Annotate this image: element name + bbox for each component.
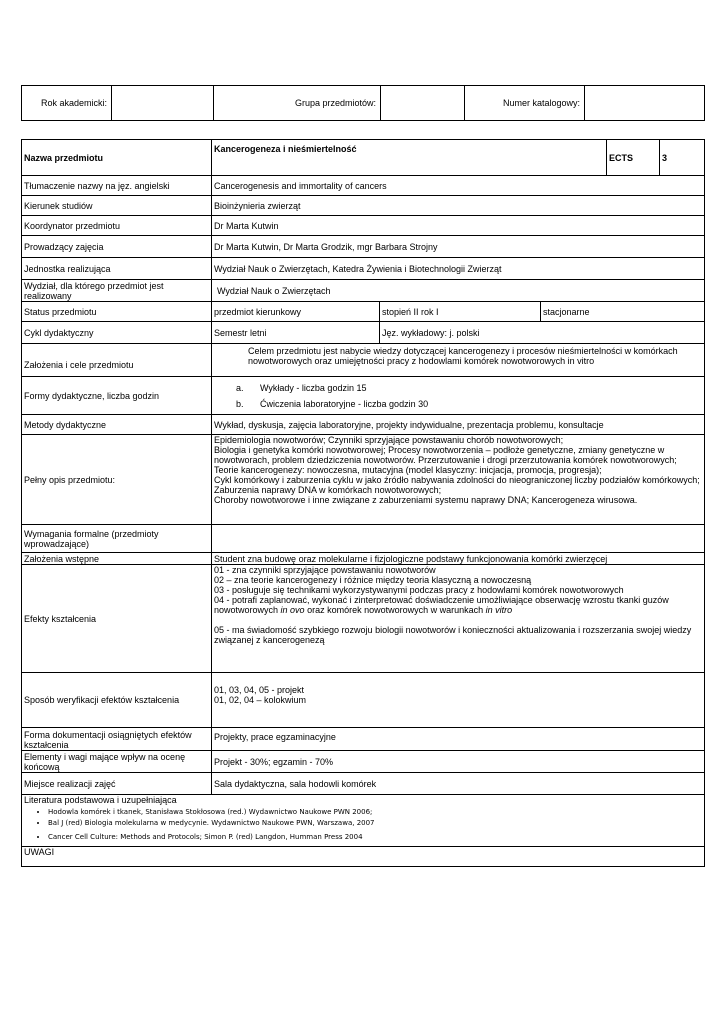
description-label: Pełny opis przedmiotu: [22, 435, 212, 525]
forms-item: b. Ćwiczenia laboratoryjne - liczba godzin 30 [246, 396, 702, 412]
teachers-value: Dr Marta Kutwin, Dr Marta Grodzik, mgr Barbara Strojny [212, 236, 705, 258]
place-value: Sala dydaktyczna, sala hodowli komórek [212, 773, 705, 795]
outcome-04-italic: in vitro [485, 605, 513, 615]
literature-cell [22, 795, 705, 847]
academic-year-value [112, 86, 214, 121]
mode-value: stacjonarne [541, 302, 705, 322]
syllabus-table [21, 139, 705, 867]
methods-label: Metody dydaktyczne [22, 415, 212, 435]
outcome-04-text: oraz komórek nowotworowych w warunkach [304, 605, 486, 615]
course-name-value: Kancerogeneza i nieśmiertelność [212, 140, 607, 176]
literature-label: Literatura podstawowa i uzupełniająca [24, 795, 177, 805]
catalog-number-value [585, 86, 705, 121]
faculty-label: Wydział, dla którego przedmiot jest realizowany [22, 280, 212, 302]
literature-item: • Bal J (red) Biologia molekularna w medycynie. Wydawnictwo Naukowe PWN, Warszawa, 2007 [48, 818, 702, 829]
weights-label: Elementy i wagi mające wpływ na ocenę końcową [22, 751, 212, 773]
outcome-04-text: 04 - potrafi zaplanować, wykonać i zinterpretować doświadczenie umożliwiające obserwację wzrostu tkanki guzów nowotworowych [214, 595, 669, 615]
weights-value: Projekt - 30%; egzamin - 70% [212, 751, 705, 773]
cycle-label: Cykl dydaktyczny [22, 322, 212, 344]
subject-group-label: Grupa przedmiotów: [214, 86, 381, 121]
faculty-value: Wydział Nauk o Zwierzętach [212, 280, 705, 302]
remarks-cell: UWAGI [22, 847, 705, 867]
catalog-number-label: Numer katalogowy: [465, 86, 585, 121]
verification-line: 01, 02, 04 – kolokwium [214, 695, 307, 705]
forms-item: a. Wykłady - liczba godzin 15 [246, 380, 702, 396]
outcomes-label: Efekty kształcenia [22, 565, 212, 673]
documentation-value: Projekty, prace egzaminacyjne [212, 728, 705, 751]
course-name-label: Nazwa przedmiotu [22, 140, 212, 176]
outcome-04-italic: in ovo [280, 605, 305, 615]
ects-label: ECTS [607, 140, 660, 176]
translation-label: Tłumaczenie nazwy na jęz. angielski [22, 176, 212, 196]
outcome-02: 02 – zna teorie kancerogenezy i różnice między teoria klasyczną a nowoczesną [214, 575, 532, 585]
goals-label: Założenia i cele przedmiotu [22, 344, 212, 377]
unit-label: Jednostka realizująca [22, 258, 212, 280]
verification-value [212, 673, 705, 728]
unit-value: Wydział Nauk o Zwierzętach, Katedra Żywienia i Biotechnologii Zwierząt [212, 258, 705, 280]
header-table [21, 85, 705, 121]
literature-list [24, 807, 702, 843]
field-label: Kierunek studiów [22, 196, 212, 216]
outcome-05: 05 - ma świadomość szybkiego rozwoju biologii nowotworów i konieczności aktualizowania i rozszerzania swojej wiedzy związanej z kancerogenezą [214, 625, 692, 645]
coordinator-label: Koordynator przedmiotu [22, 216, 212, 236]
requirements-value [212, 525, 705, 553]
outcomes-value [212, 565, 705, 673]
prerequisites-value: Student zna budowę oraz molekularne i fizjologiczne podstawy funkcjonowania komórki zwierzęcej [212, 553, 705, 565]
academic-year-label: Rok akademicki: [22, 86, 112, 121]
status-value: przedmiot kierunkowy [212, 302, 380, 322]
field-value: Bioinżynieria zwierząt [212, 196, 705, 216]
verification-line: 01, 03, 04, 05 - projekt [214, 685, 305, 695]
literature-item: • Cancer Cell Culture: Methods and Protocols; Simon P. (red) Langdon, Humman Press 2004 [48, 832, 702, 843]
methods-value: Wykład, dyskusja, zajęcia laboratoryjne, projekty indywidualne, prezentacja problemu, konsultacje [212, 415, 705, 435]
teachers-label: Prowadzący zajęcia [22, 236, 212, 258]
literature-item: • Hodowla komórek i tkanek, Stanisława Stokłosowa (red.) Wydawnictwo Naukowe PWN 2006; [48, 807, 702, 818]
prerequisites-label: Założenia wstępne [22, 553, 212, 565]
language-value: Jęz. wykładowy: j. polski [380, 322, 705, 344]
place-label: Miejsce realizacji zajęć [22, 773, 212, 795]
coordinator-value: Dr Marta Kutwin [212, 216, 705, 236]
cycle-value: Semestr letni [212, 322, 380, 344]
description-value: Epidemiologia nowotworów; Czynniki sprzyjające powstawaniu chorób nowotworowych; Biologia i genetyka komórki nowotworowej; Procesy nowotworzenia – podłoże genetyczne, zmiany genetyczne w nowotworach, problem dziedziczenia nowotworów. Przerzutowanie i drogi przerzutowania komórek nowotworowych; Teorie kancerogenezy: nowoczesna, mutacyjna (model klasyczny: inicjacja, promocja, progresja); Cykl komórkowy i zaburzenia cyklu w jako źródło nabywania zdolności do nieograniczonej liczby podziałów komórkowych; Zaburzenia naprawy DNA w komórkach nowotworowych; Choroby nowotworowe i inne związane z zaburzeniami systemu naprawy DNA; Kancerogeneza wirusowa. [212, 435, 705, 525]
goals-value: Celem przedmiotu jest nabycie wiedzy dotyczącej kancerogenezy i procesów nieśmiertelności w komórkach nowotworowych oraz umiejętności pracy z hodowlami komórek nowotworowych in vitro [212, 344, 705, 377]
forms-label: Formy dydaktyczne, liczba godzin [22, 377, 212, 415]
subject-group-value [381, 86, 465, 121]
forms-value [212, 377, 705, 415]
verification-label: Sposób weryfikacji efektów kształcenia [22, 673, 212, 728]
outcome-04 [214, 595, 702, 615]
translation-value: Cancerogenesis and immortality of cancers [212, 176, 705, 196]
documentation-label: Forma dokumentacji osiągniętych efektów kształcenia [22, 728, 212, 751]
outcome-03: 03 - posługuje się technikami wykorzystywanymi podczas pracy z hodowlami komórek nowotworowych [214, 585, 624, 595]
outcome-01: 01 - zna czynniki sprzyjające powstawaniu nowotworów [214, 565, 436, 575]
ects-value: 3 [660, 140, 705, 176]
requirements-label: Wymagania formalne (przedmioty wprowadzające) [22, 525, 212, 553]
status-label: Status przedmiotu [22, 302, 212, 322]
level-value: stopień II rok I [380, 302, 541, 322]
